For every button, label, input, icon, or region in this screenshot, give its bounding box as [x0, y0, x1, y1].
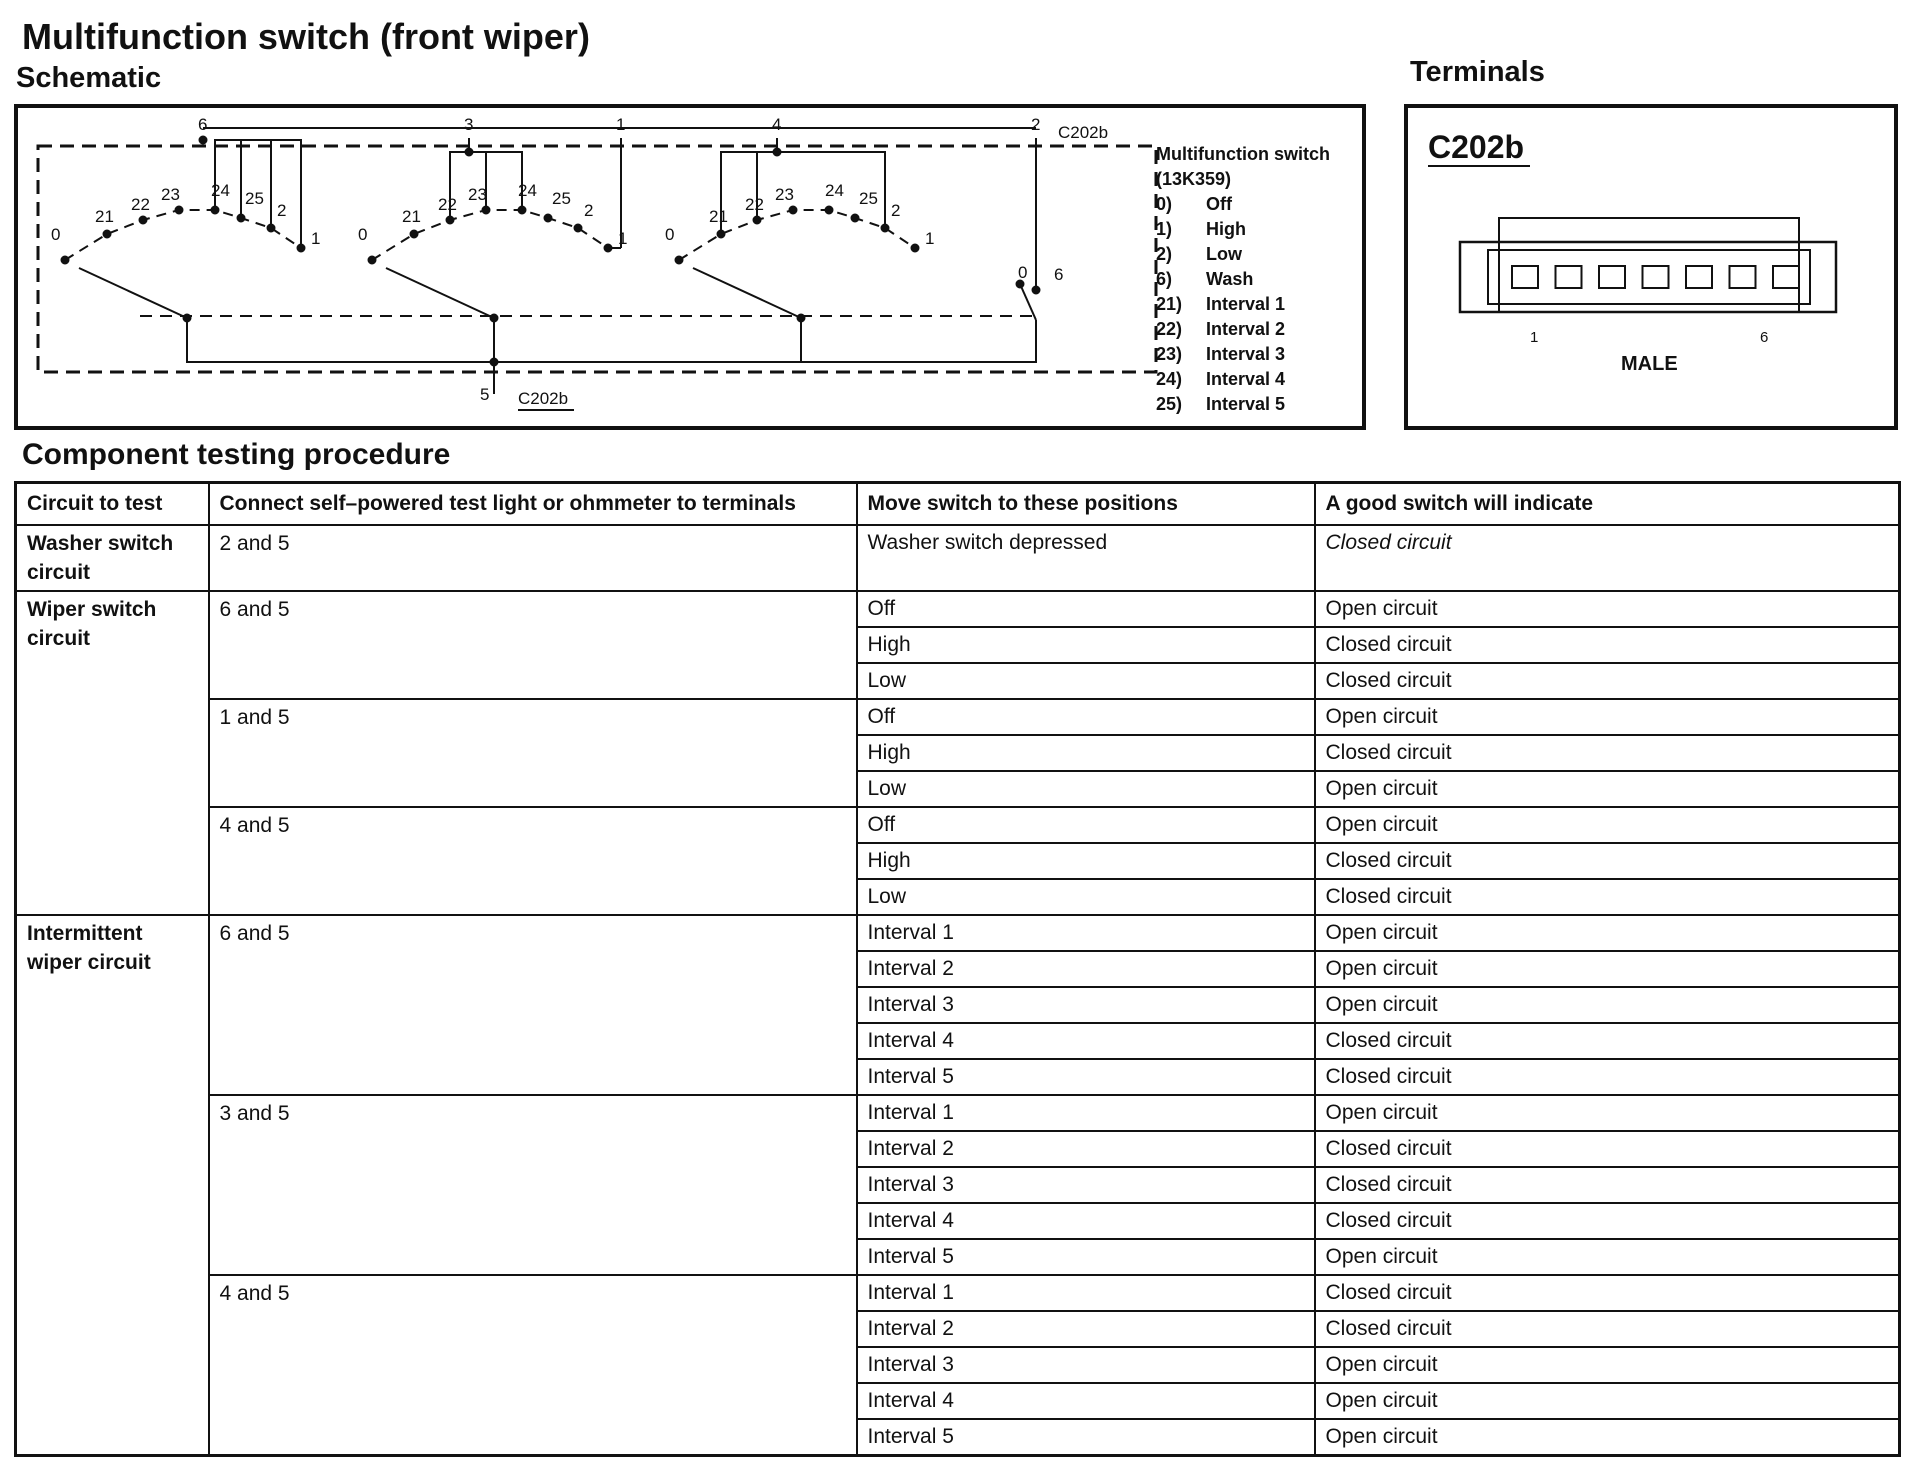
contact-point [491, 315, 498, 322]
contact-label: 21 [95, 207, 114, 226]
position-cell: Interval 5 [857, 1059, 1315, 1095]
result-cell: Closed circuit [1315, 843, 1900, 879]
legend-item [1156, 192, 1356, 217]
contact-label: 22 [131, 195, 150, 214]
contact-label: 0 [665, 225, 675, 244]
result-cell: Closed circuit [1315, 1275, 1900, 1311]
contact-point [62, 257, 69, 264]
connector-label-bottom: C202b [518, 389, 569, 408]
contact-label: 25 [245, 189, 264, 208]
procedure-heading: Component testing procedure [22, 438, 451, 471]
terminal-pin-first-label: 1 [1530, 329, 1539, 346]
legend-label: Interval 5 [1206, 394, 1286, 414]
position-cell: Off [857, 591, 1315, 627]
contact-point [545, 215, 552, 222]
legend-code: 21) [1156, 294, 1183, 314]
contact-point [140, 217, 147, 224]
position-cell: Interval 4 [857, 1023, 1315, 1059]
terminals-cell: 3 and 5 [209, 1095, 857, 1275]
contact-point [774, 149, 781, 156]
position-cell: Washer switch depressed [857, 525, 1315, 591]
result-cell: Open circuit [1315, 1347, 1900, 1383]
terminals-cell: 4 and 5 [209, 1275, 857, 1456]
contact-label: 0 [358, 225, 368, 244]
position-cell: Interval 3 [857, 1347, 1315, 1383]
contact-label: 1 [925, 229, 935, 248]
position-cell: Off [857, 807, 1315, 843]
connector-label-top: C202b [1058, 123, 1109, 142]
switch-wiper-arm [693, 268, 801, 318]
contact-label: 24 [518, 181, 537, 200]
legend-label: Wash [1206, 269, 1254, 289]
legend-item [1156, 317, 1356, 342]
circuit-cell: Washer switch circuit [16, 525, 209, 591]
legend-item [1156, 392, 1356, 417]
legend-item [1156, 242, 1356, 267]
table-row [16, 525, 1900, 591]
contact-label: 23 [161, 185, 180, 204]
position-cell: Interval 5 [857, 1239, 1315, 1275]
contact-label: 21 [402, 207, 421, 226]
result-cell: Open circuit [1315, 807, 1900, 843]
result-cell: Closed circuit [1315, 1059, 1900, 1095]
terminal-pin-last-label: 6 [1760, 329, 1769, 346]
header-positions: Move switch to these positions [857, 483, 1315, 525]
position-cell: High [857, 843, 1315, 879]
result-cell: Open circuit [1315, 1383, 1900, 1419]
position-cell: High [857, 627, 1315, 663]
header-result: A good switch will indicate [1315, 483, 1900, 525]
position-cell: Interval 1 [857, 915, 1315, 951]
connector-pin-cavity [1512, 266, 1538, 288]
common-return-line [187, 318, 1036, 362]
table-row [16, 591, 1900, 627]
terminal-pin-label: 3 [464, 115, 474, 134]
position-cell: High [857, 735, 1315, 771]
contact-point [790, 207, 797, 214]
position-cell: Interval 1 [857, 1095, 1315, 1131]
contact-label: 23 [775, 185, 794, 204]
contact-point [200, 137, 207, 144]
legend-title: Multifunction switch (13K359) [1156, 144, 1330, 189]
contact-point [411, 231, 418, 238]
contact-point [184, 315, 191, 322]
legend-code: 0) [1156, 194, 1173, 214]
result-cell: Closed circuit [1315, 1167, 1900, 1203]
contact-label: 22 [745, 195, 764, 214]
contact-label: 25 [552, 189, 571, 208]
legend-label: High [1206, 219, 1246, 239]
legend-item [1156, 367, 1356, 392]
contact-label: 21 [709, 207, 728, 226]
connector-pin-cavity [1773, 266, 1799, 288]
contact-label: 1 [311, 229, 321, 248]
component-testing-table [14, 481, 1901, 1457]
connector-shell [1488, 250, 1810, 304]
terminals-cell: 6 and 5 [209, 591, 857, 699]
header-terminals: Connect self–powered test light or ohmmeter to terminals [209, 483, 857, 525]
terminals-cell: 6 and 5 [209, 915, 857, 1095]
legend-item [1156, 342, 1356, 367]
contact-point [466, 149, 473, 156]
contact-label: 24 [825, 181, 844, 200]
contact-label: 0 [51, 225, 61, 244]
result-cell: Closed circuit [1315, 1131, 1900, 1167]
switch-housing-outline [38, 146, 1156, 372]
schematic-heading: Schematic [16, 62, 162, 94]
legend-code: 1) [1156, 219, 1173, 239]
contact-point [176, 207, 183, 214]
position-cell: Off [857, 699, 1315, 735]
switch-wiper-arm [386, 268, 494, 318]
table-header-row [16, 483, 1900, 525]
connector-pin-cavity [1599, 266, 1625, 288]
connector-pin-cavity [1643, 266, 1669, 288]
legend-item [1156, 217, 1356, 242]
connector-gender-label: MALE [1621, 353, 1678, 375]
switch-wiper-arm [79, 268, 187, 318]
result-cell: Open circuit [1315, 987, 1900, 1023]
contact-point [104, 231, 111, 238]
connector-pin-cavity [1556, 266, 1582, 288]
washer-contact-label: 0 [1018, 263, 1028, 282]
contact-label: 2 [891, 201, 901, 220]
position-cell: Interval 2 [857, 1131, 1315, 1167]
table-row [16, 915, 1900, 951]
contact-point [912, 245, 919, 252]
legend-code: 24) [1156, 369, 1183, 389]
position-cell: Interval 2 [857, 951, 1315, 987]
result-cell: Open circuit [1315, 915, 1900, 951]
contact-point [852, 215, 859, 222]
terminals-cell: 4 and 5 [209, 807, 857, 915]
legend-code: 6) [1156, 269, 1173, 289]
schematic-legend [1156, 142, 1356, 417]
table-row [16, 807, 1900, 843]
result-cell: Open circuit [1315, 951, 1900, 987]
contact-point [369, 257, 376, 264]
position-cell: Low [857, 771, 1315, 807]
connector-diagram [1408, 108, 1894, 426]
result-cell: Closed circuit [1315, 525, 1900, 591]
contact-label: 25 [859, 189, 878, 208]
result-cell: Open circuit [1315, 1419, 1900, 1456]
position-cell: Interval 1 [857, 1275, 1315, 1311]
contact-point [1033, 287, 1040, 294]
position-cell: Interval 4 [857, 1383, 1315, 1419]
position-cell: Interval 3 [857, 1167, 1315, 1203]
circuit-cell: Wiper switch circuit [16, 591, 209, 915]
contact-point [676, 257, 683, 264]
contact-label: 2 [277, 201, 287, 220]
terminal-pin-label: 1 [616, 115, 626, 134]
terminals-cell: 1 and 5 [209, 699, 857, 807]
result-cell: Closed circuit [1315, 879, 1900, 915]
table-row [16, 699, 1900, 735]
position-cell: Interval 2 [857, 1311, 1315, 1347]
terminals-heading: Terminals [1410, 56, 1545, 88]
legend-label: Interval 3 [1206, 344, 1286, 364]
legend-label: Off [1206, 194, 1232, 214]
connector-pin-cavity [1730, 266, 1756, 288]
result-cell: Closed circuit [1315, 663, 1900, 699]
result-cell: Open circuit [1315, 699, 1900, 735]
result-cell: Closed circuit [1315, 1023, 1900, 1059]
legend-code: 23) [1156, 344, 1183, 364]
contact-point [826, 207, 833, 214]
schematic-panel [14, 104, 1366, 430]
result-cell: Open circuit [1315, 591, 1900, 627]
terminal-connector-label: C202b [1428, 129, 1525, 165]
position-cell: Low [857, 879, 1315, 915]
contact-label: 22 [438, 195, 457, 214]
contact-point [575, 225, 582, 232]
legend-code: 22) [1156, 319, 1183, 339]
result-cell: Open circuit [1315, 771, 1900, 807]
circuit-cell: Intermittent wiper circuit [16, 915, 209, 1456]
legend-label: Interval 2 [1206, 319, 1286, 339]
contact-point [798, 315, 805, 322]
contact-label: 1 [618, 229, 628, 248]
header-circuit: Circuit to test [16, 483, 209, 525]
result-cell: Closed circuit [1315, 1311, 1900, 1347]
contact-label: 24 [211, 181, 230, 200]
result-cell: Closed circuit [1315, 1203, 1900, 1239]
position-cell: Interval 5 [857, 1419, 1315, 1456]
page-title: Multifunction switch (front wiper) [22, 16, 590, 57]
contact-label: 2 [584, 201, 594, 220]
result-cell: Open circuit [1315, 1239, 1900, 1275]
legend-code: 2) [1156, 244, 1173, 264]
result-cell: Open circuit [1315, 1095, 1900, 1131]
legend-label: Interval 1 [1206, 294, 1286, 314]
position-cell: Low [857, 663, 1315, 699]
position-cell: Interval 4 [857, 1203, 1315, 1239]
legend-item [1156, 267, 1356, 292]
legend-label: Low [1206, 244, 1242, 264]
connector-pin-cavity [1686, 266, 1712, 288]
legend-code: 25) [1156, 394, 1183, 414]
washer-contact-label: 6 [1054, 265, 1064, 284]
table-row [16, 1095, 1900, 1131]
legend-item [1156, 292, 1356, 317]
result-cell: Closed circuit [1315, 627, 1900, 663]
terminals-panel [1404, 104, 1898, 430]
terminals-cell: 2 and 5 [209, 525, 857, 591]
terminal-pin-label: 2 [1031, 115, 1041, 134]
table-row [16, 1275, 1900, 1311]
result-cell: Closed circuit [1315, 735, 1900, 771]
terminal-pin-label: 4 [772, 115, 782, 134]
connector-body-outer [1460, 242, 1836, 312]
legend-label: Interval 4 [1206, 369, 1286, 389]
terminal-pin-label: 5 [480, 385, 490, 404]
position-cell: Interval 3 [857, 987, 1315, 1023]
terminal-pin-label: 6 [198, 115, 208, 134]
contact-label: 23 [468, 185, 487, 204]
